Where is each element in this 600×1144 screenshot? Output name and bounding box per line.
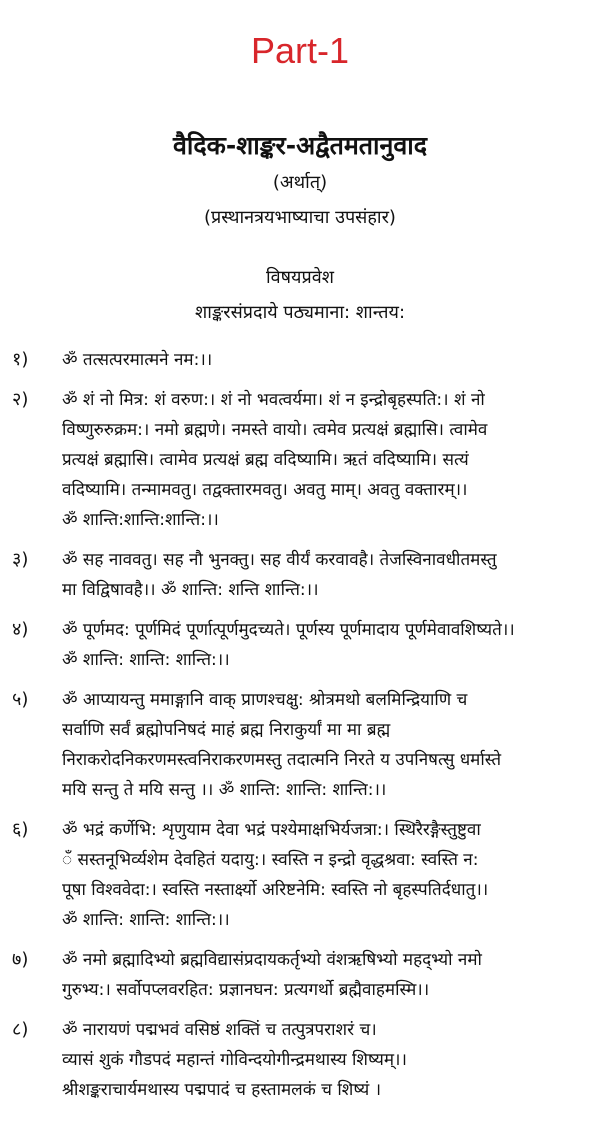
verse-number: २) [12, 389, 29, 410]
verse-line: ॐ नारायणं पद्मभवं वसिष्ठं शक्तिं च तत्पुत्रपराशरं च। [62, 1020, 377, 1040]
verse-line: ॐ शं नो मित्र: शं वरुण:। शं नो भवत्वर्यमा। शं न इन्द्रोबृहस्पति:। शं नो [62, 390, 485, 410]
verse-number: ६) [12, 819, 29, 840]
document-title: वैदिक-शाङ्कर-अद्वैतमतानुवाद [172, 131, 428, 160]
verse-3 [0, 545, 600, 605]
verse-line: ॐ सह नाववतु। सह नौ भुनक्तु। सह वीर्यं करवावहै। तेजस्विनावधीतमस्तु [62, 550, 497, 570]
verse-line: ॐ शान्ति: शान्ति: शान्ति:।। [62, 910, 230, 930]
verse-line: श्रीशङ्कराचार्यमथास्य पद्मपादं च हस्तामलकं च शिष्यं । [62, 1080, 382, 1100]
verse-number: ३) [12, 549, 29, 570]
verse-line: विष्णुरुरुक्रम:। नमो ब्रह्मणे। नमस्ते वायो। त्वमेव प्रत्यक्षं ब्रह्मासि। त्वामेव [62, 420, 488, 440]
verse-line: ॐ भद्रं कर्णेभि: शृणुयाम देवा भद्रं पश्येमाक्षभिर्यजत्रा:। स्थिरैरङ्गैस्तुष्टुवा [62, 820, 481, 840]
verse-line: वदिष्यामि। तन्मामवतु। तद्वक्तारमवतु। अवतु माम्। अवतु वक्तारम्।। [62, 480, 468, 500]
verse-line: ॐ आप्यायन्तु ममाङ्गानि वाक् प्राणश्चक्षु: श्रोत्रमथो बलमिन्द्रियाणि च [62, 690, 468, 710]
verse-line: ॐ शान्ति:शान्ति:शान्ति:।। [62, 510, 219, 530]
verse-line: ॐ पूर्णमद: पूर्णमिदं पूर्णात्पूर्णमुदच्यते। पूर्णस्य पूर्णमादाय पूर्णमेवावशिष्यते।। [62, 620, 515, 640]
verse-number: ८) [12, 1019, 29, 1040]
verse-6 [0, 815, 600, 935]
verse-line: निराकरोदनिकरणमस्त्वनिराकरणमस्तु तदात्मनि निरते य उपनिषत्सु धर्मास्ते [62, 750, 502, 770]
verse-list [0, 345, 600, 1115]
verse-line: व्यासं शुकं गौडपदं महान्तं गोविन्दयोगीन्द्रमथास्य शिष्यम्।। [62, 1050, 407, 1070]
verse-4 [0, 615, 600, 675]
verse-number: ५) [12, 689, 29, 710]
verse-number: ७) [12, 949, 29, 970]
verse-8 [0, 1015, 600, 1105]
verse-line: मयि सन्तु ते मयि सन्तु ।। ॐ शान्ति: शान्ति: शान्ति:।। [62, 780, 387, 800]
verse-number: ४) [12, 619, 29, 640]
verse-number: १) [12, 349, 29, 370]
verse-line: प्रत्यक्षं ब्रह्मासि। त्वामेव प्रत्यक्षं ब्रह्म वदिष्यामि। ऋतं वदिष्यामि। सत्यं [62, 450, 469, 470]
section-heading: विषयप्रवेश [265, 267, 334, 288]
verse-7 [0, 945, 600, 1005]
subtitle-upasanhar: (प्रस्थानत्रयभाष्याचा उपसंहार) [204, 207, 396, 228]
verse-line: गुरुभ्य:। सर्वोपप्लवरहित: प्रज्ञानघन: प्रत्यगर्थो ब्रह्मैवाहमस्मि।। [62, 980, 430, 1000]
section-subheading: शाङ्करसंप्रदाये पठ्यमाना: शान्तय: [194, 302, 406, 323]
verse-line: ँ सस्तनूभिर्व्यशेम देवहितं यदायु:। स्वस्ति न इन्द्रो वृद्धश्रवा: स्वस्ति न: [62, 850, 479, 870]
verse-2 [0, 385, 600, 535]
verse-line: मा विद्विषावहै।। ॐ शान्ति: शन्ति शान्ति:।। [62, 580, 319, 600]
verse-line: सर्वाणि सर्वं ब्रह्मोपनिषदं माहं ब्रह्म निराकुर्यां मा मा ब्रह्म [62, 720, 391, 740]
verse-line: ॐ शान्ति: शान्ति: शान्ति:।। [62, 650, 230, 670]
verse-line: ॐ नमो ब्रह्मादिभ्यो ब्रह्मविद्यासंप्रदायकर्तृभ्यो वंशऋषिभ्यो महद्भ्यो नमो [62, 950, 482, 970]
verse-line: ॐ तत्सत्परमात्मने नम:।। [62, 350, 213, 370]
verse-1 [0, 345, 600, 375]
subtitle-arthat: (अर्थात्) [272, 172, 328, 193]
verse-5 [0, 685, 600, 805]
part-label: Part-1 [250, 30, 350, 71]
verse-line: पूषा विश्ववेदा:। स्वस्ति नस्तार्क्ष्यो अरिष्टनेमि: स्वस्ति नो बृहस्पतिर्दधातु।। [62, 880, 489, 900]
